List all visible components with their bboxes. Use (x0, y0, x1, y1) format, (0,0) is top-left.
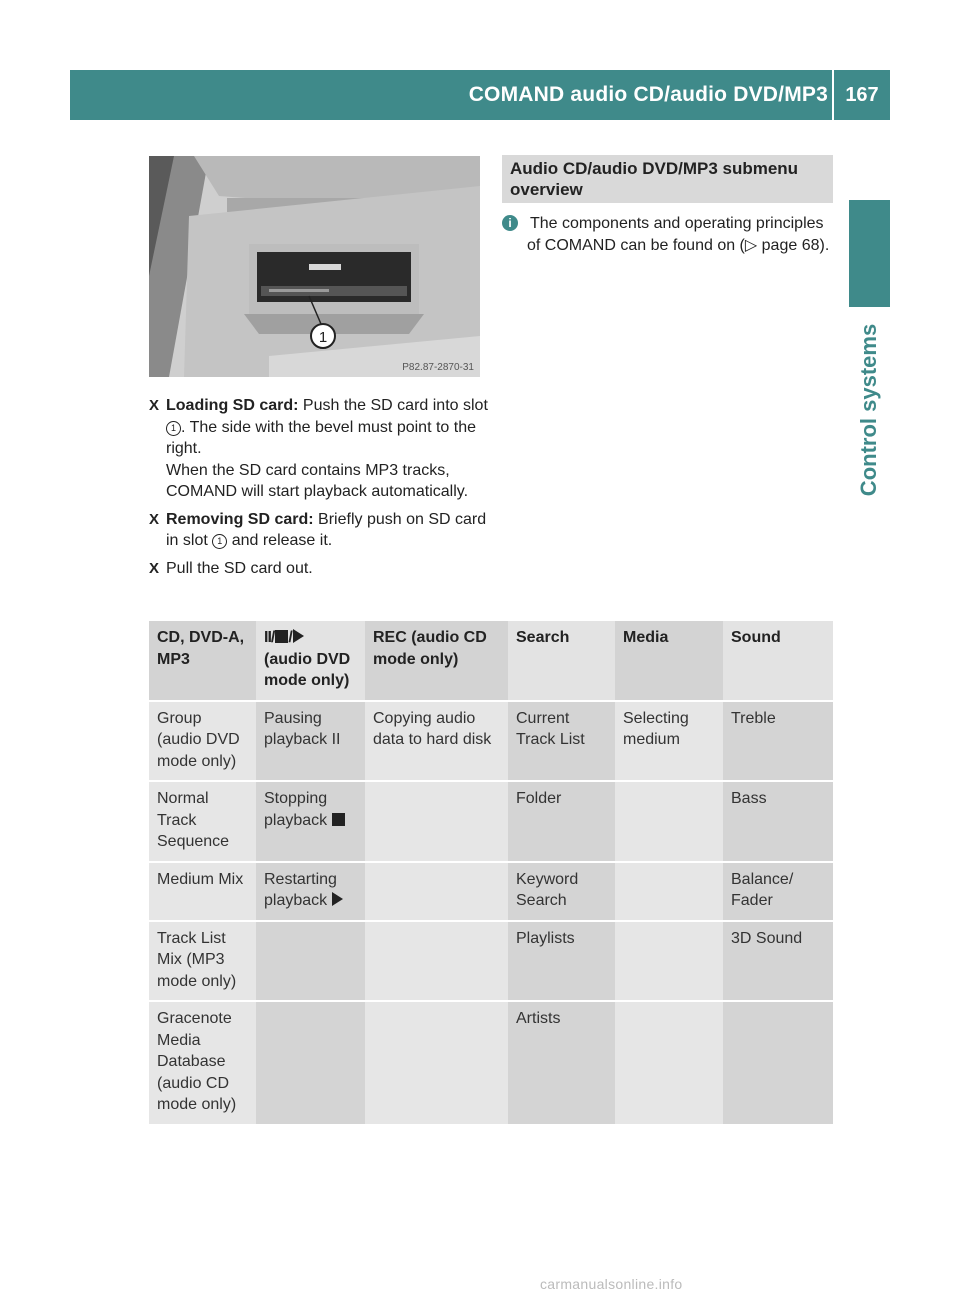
stop-icon (332, 813, 345, 826)
col-header: REC (audio CD mode only) (365, 621, 508, 701)
step-text: Push the SD card into slot (298, 397, 488, 414)
table-cell (615, 781, 723, 862)
step-bullet: X (149, 510, 160, 528)
table-cell: 3D Sound (723, 921, 833, 1002)
step-pull-out (149, 558, 489, 580)
header-title: COMAND audio CD/audio DVD/MP3 (468, 83, 828, 106)
page-number: 167 (845, 84, 879, 106)
side-tab-marker (849, 200, 890, 307)
col-header: Sound (723, 621, 833, 701)
table-cell (256, 1001, 365, 1125)
step-removing-sd (149, 509, 489, 552)
table-cell: Pausing playback II (256, 701, 365, 782)
instruction-steps (149, 395, 489, 585)
table-cell (256, 862, 365, 921)
info-note (502, 213, 842, 256)
submenu-heading: Audio CD/audio DVD/MP3 submenu overview (502, 155, 833, 203)
step-bullet: X (149, 397, 160, 414)
table-cell: Gracenote Media Database (audio CD mode only) (149, 1001, 256, 1125)
table-cell (723, 1001, 833, 1125)
table-row (149, 921, 833, 1002)
table-cell-text: Restarting playback (264, 870, 337, 909)
col-header: II/ / (audio DVD mode only) (256, 621, 365, 701)
table-cell: Folder (508, 781, 615, 862)
table-cell (615, 862, 723, 921)
pause-icon: II (264, 629, 271, 646)
table-row (149, 781, 833, 862)
info-line: The components and operating principles (530, 215, 824, 232)
table-cell: Balance/ Fader (723, 862, 833, 921)
table-row (149, 1001, 833, 1125)
submenu-table (149, 621, 833, 1126)
table-cell: Artists (508, 1001, 615, 1125)
callout-ref: 1 (166, 421, 181, 436)
table-cell: Current Track List (508, 701, 615, 782)
sd-slot-photo (149, 156, 480, 377)
step-text: and release it. (227, 532, 333, 549)
table-cell: Track List Mix (MP3 mode only) (149, 921, 256, 1002)
step-note: When the SD card contains MP3 tracks, COMAND will start playback automatically. (166, 461, 469, 500)
table-row (149, 862, 833, 921)
side-tab (849, 310, 890, 510)
col-header: CD, DVD-A, MP3 (149, 621, 256, 701)
page-ref-arrow: ▷ (744, 236, 758, 254)
step-title: Loading SD card: (166, 397, 299, 414)
table-cell: Copying audio data to hard disk (365, 701, 508, 782)
table-header-row (149, 621, 833, 701)
table-cell (365, 921, 508, 1002)
page-header (70, 70, 890, 120)
figure-callout: 1 (318, 329, 328, 346)
sd-slot-illustration (149, 156, 480, 377)
step-bullet: X (149, 559, 160, 577)
step-text: Pull the SD card out. (166, 559, 313, 577)
col-header-text: (audio DVD mode only) (264, 650, 351, 689)
table-cell: Medium Mix (149, 862, 256, 921)
watermark: carmanualsonline.info (540, 1276, 683, 1292)
col-header: Media (615, 621, 723, 701)
step-text: . The side with the bevel must point to the right. (166, 418, 476, 457)
table-cell: Group (audio DVD mode only) (149, 701, 256, 782)
step-title: Removing SD card: (166, 510, 314, 528)
info-line: of COMAND can be found on ( (527, 236, 745, 254)
table-cell: Treble (723, 701, 833, 782)
info-icon: i (502, 215, 518, 231)
table-cell (256, 921, 365, 1002)
stop-icon (275, 630, 288, 643)
side-tab-label: Control systems (856, 323, 882, 497)
table-cell (615, 1001, 723, 1125)
table-cell: Bass (723, 781, 833, 862)
table-cell (615, 921, 723, 1002)
table-cell: Playlists (508, 921, 615, 1002)
col-header: Search (508, 621, 615, 701)
step-loading-sd (149, 395, 489, 503)
figure-code: P82.87-2870-31 (402, 362, 474, 373)
table-cell: Selecting medium (615, 701, 723, 782)
table-cell (365, 1001, 508, 1125)
step-text: Briefly push on SD card in slot (166, 510, 487, 549)
callout-ref: 1 (212, 534, 227, 549)
table-cell: Normal Track Sequence (149, 781, 256, 862)
play-icon (293, 629, 304, 643)
table-cell (365, 862, 508, 921)
table-cell (256, 781, 365, 862)
play-icon (332, 892, 343, 906)
table-cell (365, 781, 508, 862)
table-row (149, 701, 833, 782)
table-cell: Keyword Search (508, 862, 615, 921)
info-text (502, 213, 842, 256)
table-cell-text: Stopping playback (264, 790, 328, 829)
page-ref[interactable]: page 68). (757, 236, 830, 254)
